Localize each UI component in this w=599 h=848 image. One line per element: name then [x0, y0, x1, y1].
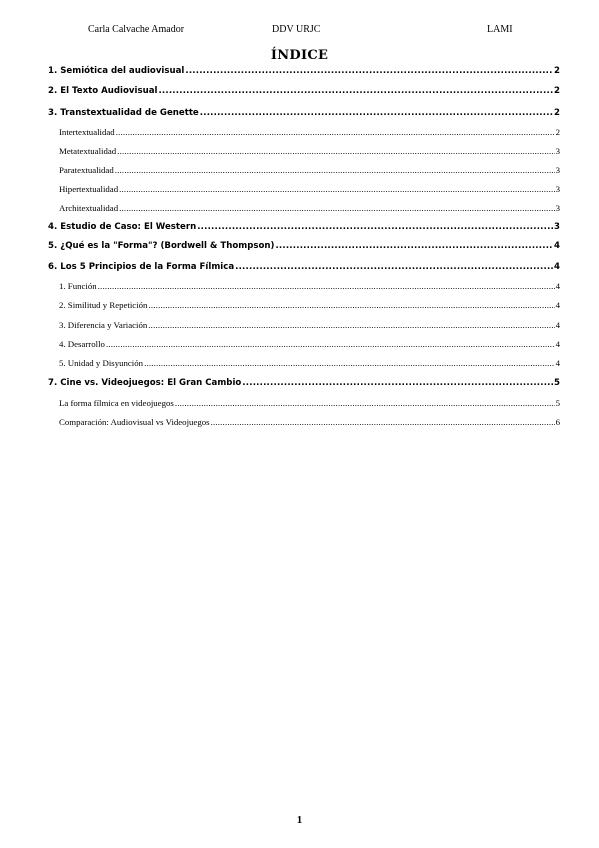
toc-dot-leader — [116, 127, 555, 137]
toc-entry-label[interactable]: 3. Diferencia y Variación — [59, 320, 148, 330]
toc-entry-label[interactable]: Hipertextualidad — [59, 184, 119, 194]
toc-dot-leader — [175, 398, 555, 408]
toc-entry-page[interactable]: 4 — [555, 320, 560, 330]
header-institution: DDV URJC — [272, 24, 321, 35]
page-number: 1 — [296, 814, 303, 826]
toc-entry-label[interactable]: 1. Semiótica del audiovisual — [48, 66, 185, 76]
toc-entry[interactable] — [48, 108, 560, 118]
toc-entry-label[interactable]: 7. Cine vs. Videojuegos: El Gran Cambio — [48, 378, 242, 388]
toc-entry-page[interactable]: 2 — [554, 66, 560, 76]
toc-entry[interactable] — [48, 262, 560, 272]
toc-entry-label[interactable]: Comparación: Audiovisual vs Videojuegos — [59, 417, 210, 427]
toc-entry-page[interactable]: 4 — [555, 339, 560, 349]
toc-entry[interactable] — [59, 127, 560, 137]
toc-dot-leader — [211, 417, 555, 427]
toc-entry-page[interactable]: 3 — [555, 165, 560, 175]
toc-entry-page[interactable]: 3 — [555, 203, 560, 213]
toc-dot-leader — [235, 262, 553, 272]
toc-entry-label[interactable]: 4. Estudio de Caso: El Western — [48, 222, 197, 232]
toc-entry-label[interactable]: Paratextualidad — [59, 165, 114, 175]
toc-dot-leader — [119, 184, 554, 194]
toc-entry[interactable] — [48, 241, 560, 251]
toc-entry[interactable] — [59, 281, 560, 291]
toc-entry-page[interactable]: 5 — [554, 378, 560, 388]
toc-entry-label[interactable]: 4. Desarrollo — [59, 339, 105, 349]
toc-entry[interactable] — [48, 66, 560, 76]
toc-dot-leader — [117, 146, 554, 156]
header-right-label: LAMI — [487, 24, 513, 35]
toc-entry-label[interactable]: 5. Unidad y Disyunción — [59, 358, 144, 368]
toc-entry[interactable] — [59, 320, 560, 330]
toc-dot-leader — [98, 281, 555, 291]
toc-entry[interactable] — [59, 417, 560, 427]
toc-dot-leader — [106, 339, 555, 349]
toc-entry[interactable] — [59, 398, 560, 408]
toc-entry[interactable] — [59, 165, 560, 175]
toc-entry-page[interactable]: 4 — [554, 262, 560, 272]
toc-entry-page[interactable]: 2 — [554, 86, 560, 96]
toc-entry[interactable] — [59, 184, 560, 194]
toc-entry-page[interactable]: 4 — [555, 300, 560, 310]
header-author: Carla Calvache Amador — [88, 24, 185, 35]
toc-entry-label[interactable]: Architextualidad — [59, 203, 119, 213]
toc-entry-label[interactable]: 5. ¿Qué es la "Forma"? (Bordwell & Thompson) — [48, 241, 275, 251]
toc-dot-leader — [158, 86, 553, 96]
toc-entry-page[interactable]: 3 — [554, 222, 560, 232]
toc-entry[interactable] — [59, 203, 560, 213]
toc-dot-leader — [275, 241, 553, 251]
toc-title: ÍNDICE — [270, 48, 329, 63]
toc-entry-page[interactable]: 3 — [555, 184, 560, 194]
toc-entry-page[interactable]: 2 — [554, 108, 560, 118]
toc-entry[interactable] — [59, 339, 560, 349]
toc-entry-page[interactable]: 2 — [555, 127, 560, 137]
toc-entry[interactable] — [59, 300, 560, 310]
toc-dot-leader — [242, 378, 553, 388]
toc-dot-leader — [115, 165, 555, 175]
toc-entry-label[interactable]: 2. Similitud y Repetición — [59, 300, 148, 310]
toc-entry-label[interactable]: Intertextualidad — [59, 127, 115, 137]
toc-entry-label[interactable]: 1. Función — [59, 281, 97, 291]
toc-entry-label[interactable]: La forma fílmica en videojuegos — [59, 398, 174, 408]
toc-entry-page[interactable]: 3 — [555, 146, 560, 156]
toc-entry-page[interactable]: 4 — [554, 241, 560, 251]
page-header — [0, 24, 599, 38]
toc-dot-leader — [148, 320, 554, 330]
toc-entry-label[interactable]: 6. Los 5 Principios de la Forma Fílmica — [48, 262, 235, 272]
toc-dot-leader — [185, 66, 553, 76]
toc-entry-page[interactable]: 6 — [555, 417, 560, 427]
toc-entry-label[interactable]: Metatextualidad — [59, 146, 117, 156]
toc-entry-label[interactable]: 3. Transtextualidad de Genette — [48, 108, 199, 118]
toc-dot-leader — [197, 222, 553, 232]
toc-dot-leader — [148, 300, 554, 310]
toc-entry[interactable] — [48, 378, 560, 388]
toc-entry-page[interactable]: 4 — [555, 358, 560, 368]
toc-entry-label[interactable]: 2. El Texto Audiovisual — [48, 86, 158, 96]
toc-entry-page[interactable]: 5 — [555, 398, 560, 408]
toc-dot-leader — [119, 203, 554, 213]
toc-entry[interactable] — [59, 146, 560, 156]
toc-dot-leader — [200, 108, 553, 118]
toc-entry-page[interactable]: 4 — [555, 281, 560, 291]
toc-dot-leader — [144, 358, 555, 368]
toc-entry[interactable] — [48, 222, 560, 232]
toc-entry[interactable] — [48, 86, 560, 96]
toc-entry[interactable] — [59, 358, 560, 368]
